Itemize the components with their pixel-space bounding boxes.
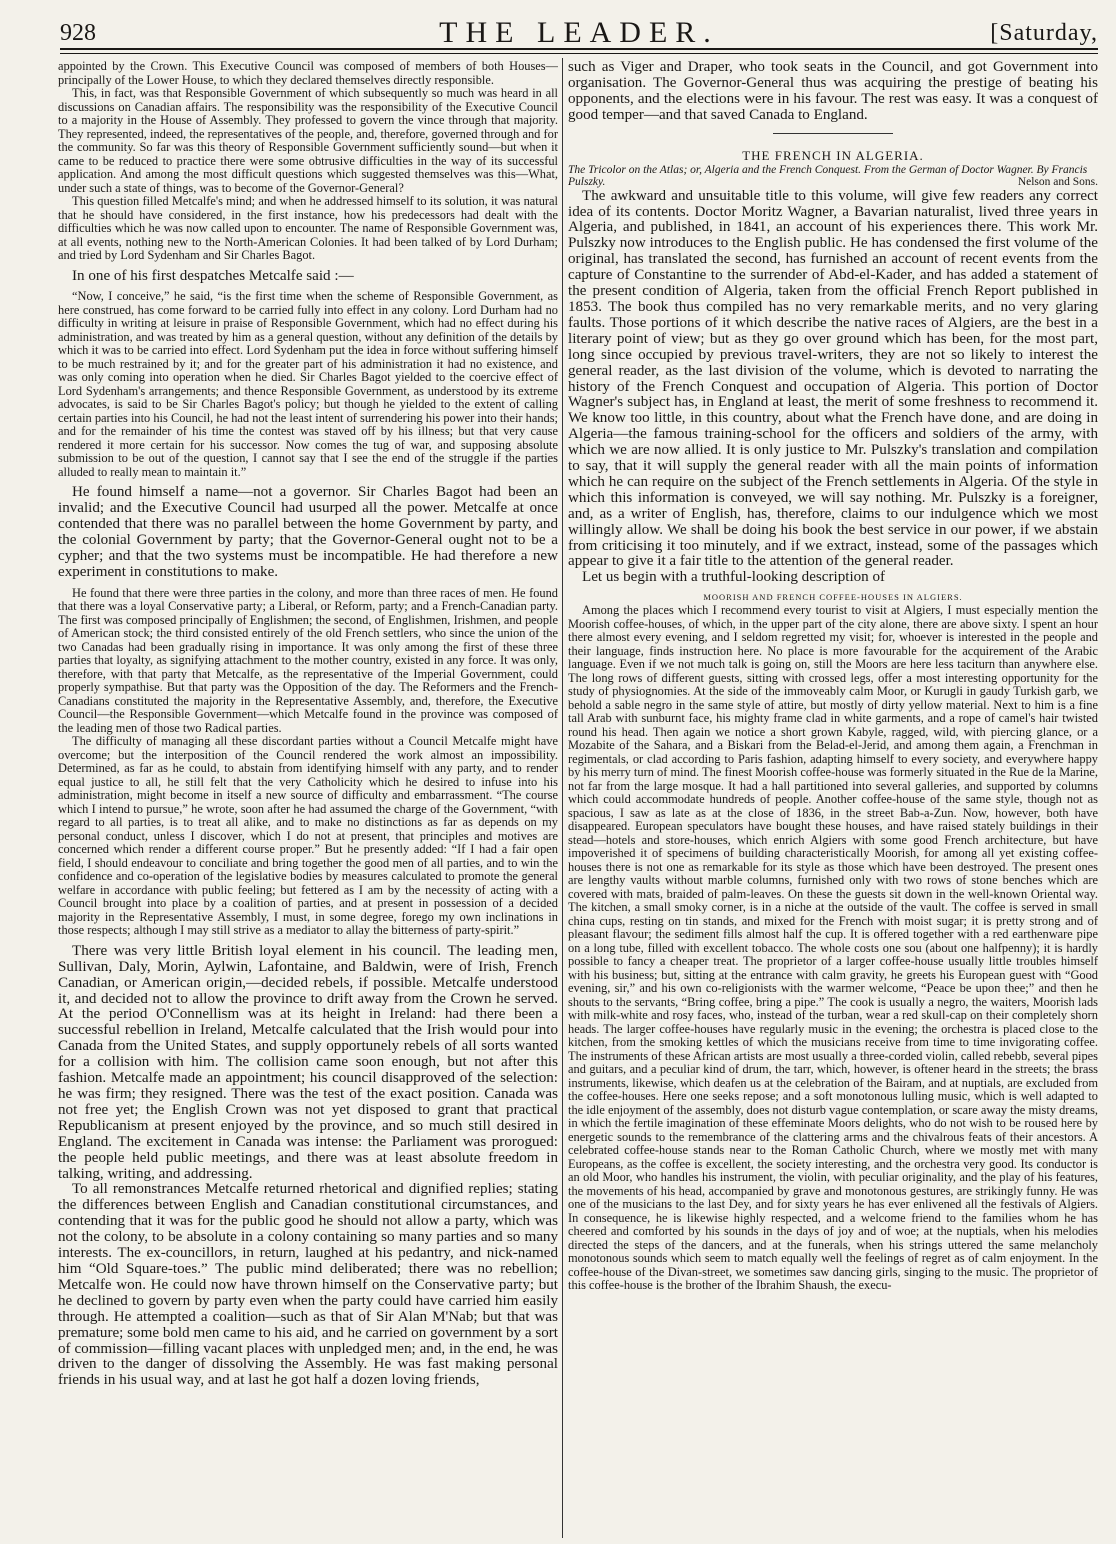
- section-rule: [773, 133, 893, 134]
- page-number: 928: [60, 20, 96, 46]
- paragraph: This question filled Metcalfe's mind; and when he addressed himself to its solution, it was natural that he should have considered, in the first instance, how his predecessors had dealt with the difficulties which he was now called upon to encounter. The name of Responsible Government was, at all events, nothing new to the North-American Colonies. It had been talked of by Lord Durham; and tried by Lord Sydenham and Sir Charles Bagot.: [58, 194, 558, 262]
- quote-paragraph: “Now, I conceive,” he said, “is the first time when the scheme of Responsible Government, as here construed, has come forward to be carried fully into effect in any colony. Lord Durham had no difficulty in writing at leisure in praise of Responsible Government, which had no effect during his administration, and was treated by him as a general question, without any definition of the details by which it was to be carried into effect. Lord Sydenham put the idea in force without suffering himself to be much restrained by it; and for the greater part of his administration it had no existence, and was only coming into operation when he died. Sir Charles Bagot yielded to the coercive effect of Lord Sydenham's arrangements; and thence Responsible Government, as understood by its extreme advocates, is said to be Sir Charles Bagot's policy; but though he yielded to the extent of calling certain parties into his Council, he had not the least intent of surrendering his power into their hands; and for the remainder of his time the contest was staved off by his illness; but that very cause rendered it more certain for his successor. Now comes the tug of war, and supposing absolute submission to be out of the question, I cannot say that I see the end of the struggle if the parties alluded to really mean to maintain it.”: [58, 289, 558, 479]
- column-divider: [562, 58, 563, 1538]
- header-rule: [60, 48, 1098, 50]
- extract-heading: MOORISH AND FRENCH COFFEE-HOUSES IN ALGIERS.: [703, 592, 963, 603]
- paragraph: The difficulty of managing all these discordant parties without a Council Metcalfe might have overcome; but the interposition of the Council rendered the work almost an impossibility. Determined, as far as he could, to abstain from identifying himself with any party, and to render equal justice to all, he still felt that the very Catholicity which he desired to infuse into his administration, might become in itself a new source of difficulty and embarrassment. “The course which I intend to pursue,” he wrote, soon after he had assumed the charge of the Government, “with regard to all parties, is to treat all alike, and to make no distinctions as far as depends on my personal conduct, unless I discover, which I do not at present, that principles and motives are concerned which render a different course proper.” But he presently added: “If I had a fair open field, I should endeavour to conciliate and bring together the good men of all parties, and to win the confidence and co-operation of the legislative bodies by measures calculated to promote the general welfare in accordance with public feeling; but fettered as I am by the necessity of acting with a Council brought into place by a coalition of parties, and at present in possession of a decided majority in the Representative Assembly, I must, in some degree, forego my own inclinations in those respects; although I may still strive as a mediator to allay the bitterness of party-spirit.”: [58, 734, 558, 938]
- review-title: THE FRENCH IN ALGERIA.: [742, 147, 924, 163]
- review-subtitle: [568, 164, 1098, 189]
- paragraph: Let us begin with a truthful-looking description of: [582, 569, 886, 586]
- paragraph: The awkward and unsuitable title to this volume, will give few readers any correct idea of its contents. Doctor Moritz Wagner, a Bavarian naturalist, lived three years in Algeria, and published, in 1841, an account of his experiences there. This work Mr. Pulszky now introduces to the English public. He has condensed the first volume of the original, has translated the second, has furnished an account of recent events from the capture of Constantine to the surrender of Abd-el-Kader, and has added a statement of the present condition of Algeria, taken from the official French Report published in 1853. The book thus compiled has no very remarkable merits, and no very glaring faults. Those portions of it which describe the native races of Algiers, are the best in a literary point of view; but as they go over ground which has been, for the most part, long since occupied by previous travel-writers, they are not so likely to interest the general reader, as the last division of the volume, which is devoted to narrating the history of the French Conquest and occupation of Algeria. This portion of Doctor Wagner's subject has, in England at least, the merit of some freshness to recommend it. We know too little, in this country, about what the French have done, and are doing in Algeria—the famous training-school for the officers and soldiers of the army, with which we are now allied. It is only justice to Mr. Pulszky's translation and compilation to say, that it will supply the general reader with all the main points of information which he can require on the subject of the French settlements in Algeria. Of the style in which this information is conveyed, we will say nothing. Mr. Pulszky is a foreigner, and, as a writer of English, has, therefore, claims to our indulgence which we most willingly allow. We shall be doing his book the best service in our power, if we abstain from criticising it too minutely, and if we extract, instead, some of the passages which appear to give it a fair title to the attention of the general reader.: [568, 187, 1098, 570]
- paragraph: He found that there were three parties in the colony, and more than three races of men. He found that there was a loyal Conservative party; a Liberal, or Reform, party; and a French-Canadian party. The first was composed principally of Englishmen; the second, of Englishmen, Irishmen, and people of American stock; the third consisted entirely of the old French settlers, who since the union of the two Canadas had been gradually rising in importance. It was only among the first of these three parties that loyalty, as signifying attachment to the mother country, existed in any force. It was only, therefore, with that party that Metcalfe, as the representative of the Imperial Government, could properly sympathise. But that party was the Opposition of the day. The Reformers and the French-Canadians constituted the majority in the Representative Assembly, and, therefore, the Executive Council—the Responsible Government—which Metcalfe found in the province was composed of the leading men of those two Radical parties.: [58, 585, 558, 735]
- page-header: [60, 10, 1098, 52]
- left-column: [58, 60, 558, 1540]
- header-rule-thin: [60, 53, 1098, 54]
- masthead: THE LEADER.: [439, 16, 719, 49]
- paragraph: There was very little British loyal element in his council. The leading men, Sullivan, Daly, Morin, Aylwin, Lafontaine, and Baldwin, were of Irish, French Canadian, or American origin,—decided rebels, if possible. Metcalfe understood it, and decided not to allow the province to drift away from the Crown he served. At the period O'Connellism was at its height in Ireland: had there been a successful rebellion in Ireland, Metcalfe calculated that the Irish would pour into Canada from the United States, and supply opportunely rebels of all sorts wanted for a collision with him. The collision came soon enough, but not after this fashion. Metcalfe made an appointment; his council disapproved of the selection: he was firm; they resigned. There was the test of the exact position. Canada was not free yet; the English Crown was not yet disposed to grant that practical Republicanism at present enjoyed by the province, and so much still desired in England. The excitement in Canada was intense: the Parliament was prorogued: the people held public meetings, and there was at least absolute freedom in talking, writing, and addressing.: [58, 942, 558, 1182]
- paragraph: In one of his first despatches Metcalfe said :—: [72, 267, 354, 284]
- paragraph: He found himself a name—not a governor. Sir Charles Bagot had been an invalid; and the Executive Council had usurped all the power. Metcalfe at once contended that there was no parallel between the home Government by party, and the colonial Government by party; that the Governor-General ought not to be a cypher; and that the two systems must be incompatible. He had therefore a new experiment in constitutions to make.: [58, 484, 558, 580]
- paragraph: such as Viger and Draper, who took seats in the Council, and got Government into organisation. The Governor-General thus was acquiring the prestige of beating his opponents, and the elections were in his favour. The rest was easy. It was a conquest of good temper—and that saved Canada to England.: [568, 60, 1098, 123]
- review-publisher: Nelson and Sons.: [1017, 176, 1098, 189]
- right-column: [568, 60, 1098, 1540]
- review-book-title: The Tricolor on the Atlas; or, Algeria and the French Conquest. From the German of Doctor Wagner. By Francis Pulszky.: [568, 163, 1088, 189]
- issue-day: [Saturday,: [990, 20, 1098, 46]
- paragraph: To all remonstrances Metcalfe returned rhetorical and dignified replies; stating the differences between English and Canadian constitutional circumstances, and contending that it was for the public good he should not allow a party, which was not the colony, to be absolute in a colony containing so many parties and so many interests. The ex-councillors, in return, laughed at his pedantry, and nick-named him “Old Square-toes.” The public mind deliberated; there was no rebellion; Metcalfe won. He could now have thrown himself on the Conservative party; but he declined to govern by party even when the party could have carried him easily through. He attempted a coalition—such as that of Sir Alan M'Nab; but that was premature; some bold men came to his aid, and he carried on government by a sort of commission—filling vacant places with unpledged men; and, in the end, he was driven to the danger of dissolving the Assembly. He was fast making personal friends in his usual way, and at last he got half a dozen loving friends,: [58, 1181, 558, 1389]
- extract-paragraph: Among the places which I recommend every tourist to visit at Algiers, I must especially mention the Moorish coffee-houses, of which, in the upper part of the city alone, there are above sixty. I spent an hour there almost every evening, and I seldom regretted my visit; for, whoever is interested in the people and their language, finds instruction here. No place is more favourable for the acquirement of the Arabic language. Even if we not much talk is going on, still the Moors are here less taciturn than anywhere else. The long rows of different guests, sitting with crossed legs, offer a most interesting opportunity for the study of physiognomies. At the side of the immoveably calm Moor, or Kurugli in gaudy Turkish garb, we behold a sable negro in the same style of attire, but mostly of dirty yellow material. Next to him is a fine tall Arab with sunburnt face, his mighty frame clad in white garments, and a rope of camel's hair twisted round his head. Then again we notice a short grown Kabyle, ragged, wild, with piercing glance, or a Mozabite of the Sahara, and a Biskari from the Belad-el-Jerid, and among them again, a Frenchman in regimentals, or clad according to Paris fashion, adapting himself to every society, and everywhere happy by his merry turn of mind. The finest Moorish coffee-house was formerly situated in the Rue de la Marine, not far from the large mosque. It had a hall partitioned into several galleries, and supported by columns which could accommodate hundreds of people. Another coffee-house of the same style, though not as spacious, I saw as late as at the close of 1836, in the street Bab-a-Zun. Now, however, both have disappeared. European speculators have bought these houses, and have raised stately buildings in their stead—hotels and store-houses, which enrich Algiers with some good French architecture, but have impoverished it of specimens of building characteristically Moorish, for among all yet existing coffee-houses there is not one as remarkable for its style as those which have been destroyed. The present ones are lengthy vaults without marble columns, furnished only with two rows of stone benches which are covered with mats, braided of palm-leaves. On these the guests sit down in the well-known Oriental way. The kitchen, a small smoky corner, is in a niche at the outside of the vault. The coffee is served in small china cups, resting on tin stands, and mixed for the French with moist sugar; it is pretty strong and of pleasant flavour; the sediment fills almost half the cup. It is offered together with a red earthenware pipe on a long tube, filled with excellent tobacco. The whole costs one sou (about one halfpenny); it is hardly possible to fancy a cheaper treat. The proprietor of a larger coffee-house usually little troubles himself with his business; but, sitting at the entrance with calm gravity, he greets his European guest with “Good evening, sir,” and his own co-religionists with the warmer welcome, “Peace be upon thee;” and then he shouts to the servants, “Bring coffee, bring a pipe.” The cook is usually a negro, the waiters, Moorish lads with milk-white and rosy faces, who, instead of the turban, wear a red skull-cap on their completely shorn heads. The larger coffee-houses have regularly music in the evening; the orchestra is placed close to the kitchen, from the smoking kettles of which the musicians receive from time to time invigorating coffee. The instruments of these African artists are most usually a three-corded violin, called rebebb, several pipes and guitars, and a peculiar kind of drum, the tarr, which, however, is oftener heard in the streets; the brass instruments, likewise, which deafen us at the celebration of the Bairam, and at nuptials, are excluded from the coffee-houses. Here one seeks repose; and a soft monotonous lulling music, which is well adapted to the idle enjoyment of the assembly, does not disturb vague contemplation, or scare away the misty dreams, in which the fertile imagination of these effeminate Moors delights, who do not wish to be roused here by energetic sounds to the remembrance of the clattering arms and the chivalrous feats of their ancestors. A celebrated coffee-house stands near to the Roman Catholic Church, where we mostly met with many Europeans, as the coffee is excellent, the society interesting, and the orchestra very good. Its conductor is an old Moor, who handles his instrument, the violin, with peculiar originality, and the play of his features, the movements of his head, accompanied by grave and monotonous gestures, are strikingly funny. He was one of the musicians to the last Dey, and for sixty years he has ever enlivened all the festivals of Algiers. In consequence, he is likewise highly respected, and a welcome friend to the families whom he has cheered and comforted by his sounds in the days of joy and of woe; at the nuptials, when his melodies directed the steps of the dancers, and at the funerals, when his strings uttered the same melancholy monotonous sounds which seem to match equally well the feelings of regret as of calm enjoyment. In the coffee-house of the Divan-street, we sometimes saw dancing girls, singing to the music. The proprietor of this coffee-house is the brother of the Ibrahim Shaush, the execu-: [568, 603, 1098, 1293]
- paragraph: This, in fact, was that Responsible Government of which subsequently so much was heard in all discussions on Canadian affairs. The responsibility was the responsibility of the Executive Council to a majority in the House of Assembly. They professed to govern the vince through that majority. They represented, indeed, the representatives of the people, and, therefore, governed through and for the community. So far was this theory of Responsible Government sufficiently sound—but when it came to be reduced to practice there were some obtrusive difficulties in the way of its successful application. And among the most difficult questions which suggested themselves was this—What, under such a state of things, was to become of the Governor-General?: [58, 86, 558, 195]
- paragraph: appointed by the Crown. This Executive Council was composed of members of both Houses—principally of the Lower House, to which they declared themselves directly responsible.: [58, 60, 558, 87]
